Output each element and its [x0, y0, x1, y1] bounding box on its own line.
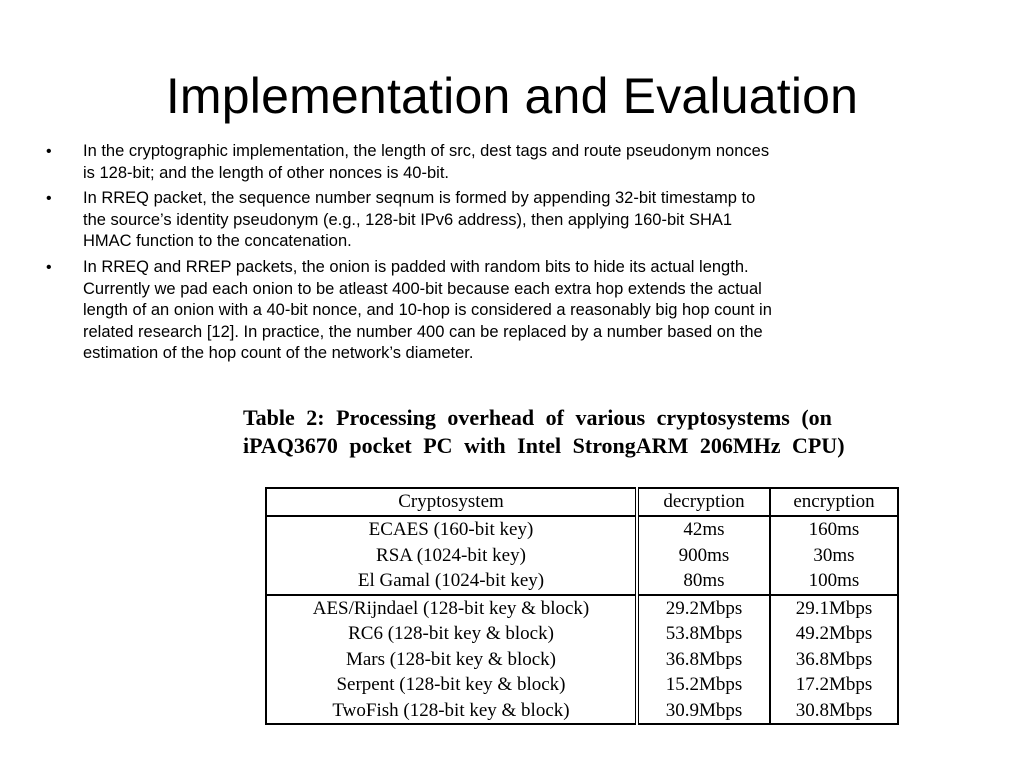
table-row [266, 568, 898, 595]
bullet-dot-icon: • [46, 143, 52, 160]
table-row [266, 516, 898, 543]
table-cell-decryption: 15.2Mbps [637, 672, 770, 698]
table-cell-cryptosystem: Mars (128-bit key & block) [266, 647, 637, 673]
table-figure [243, 404, 943, 721]
bullet-text [83, 258, 772, 362]
table-row [266, 595, 898, 622]
table-row [266, 672, 898, 698]
table-cell-decryption: 53.8Mbps [637, 621, 770, 647]
bullet-line: length of an onion with a 40-bit nonce, and 10-hop is considered a reasonably big hop count in [83, 301, 772, 320]
bullet-item [46, 257, 976, 365]
bullet-line: the source’s identity pseudonym (e.g., 128-bit IPv6 address), then applying 160-bit SHA1 [83, 210, 733, 229]
table-cell-decryption: 29.2Mbps [637, 595, 770, 622]
table-cell-cryptosystem: Serpent (128-bit key & block) [266, 672, 637, 698]
table-cell-encryption: 29.1Mbps [770, 595, 898, 622]
bullet-text [83, 142, 769, 182]
table-row [266, 621, 898, 647]
table-cell-encryption: 160ms [808, 519, 860, 540]
table-row [266, 543, 898, 569]
bullet-line: related research [12]. In practice, the number 400 can be replaced by a number based on the [83, 322, 763, 341]
bullet-text [83, 189, 755, 250]
bullet-line: Currently we pad each onion to be atleast 400-bit because each extra hop extends the actual [83, 279, 762, 298]
table-cell-encryption: 49.2Mbps [795, 623, 873, 644]
table-cell-decryption: 80ms [637, 568, 770, 595]
table-cell-decryption: 42ms [637, 516, 770, 543]
column-header-cryptosystem: Cryptosystem [266, 488, 637, 516]
bullet-item [46, 141, 976, 184]
table-cell-encryption: 100ms [808, 570, 860, 591]
table-cell-encryption: 36.8Mbps [795, 648, 873, 670]
table-cell-cryptosystem: TwoFish (128-bit key & block) [266, 698, 637, 725]
bullet-line: In RREQ and RREP packets, the onion is padded with random bits to hide its actual length. [83, 257, 749, 276]
table-cell-cryptosystem: RSA (1024-bit key) [266, 543, 637, 569]
table-cell-decryption: 30.9Mbps [637, 698, 770, 725]
bullet-dot-icon: • [46, 258, 52, 276]
column-header-decryption: decryption [637, 488, 770, 516]
table-cell-cryptosystem: El Gamal (1024-bit key) [266, 568, 637, 595]
table-cell-cryptosystem: AES/Rijndael (128-bit key & block) [266, 595, 637, 622]
table-cell-decryption: 900ms [637, 543, 770, 569]
bullet-list [46, 141, 976, 369]
bullet-line: HMAC function to the concatenation. [83, 232, 352, 251]
table-caption-line: iPAQ3670 pocket PC with Intel StrongARM 206MHz CPU) [243, 433, 845, 458]
table-row [266, 647, 898, 673]
table-cell-encryption: 30.8Mbps [795, 699, 873, 721]
table-header-row [266, 488, 898, 516]
table-cell-decryption: 36.8Mbps [637, 647, 770, 673]
table-cell-encryption: 17.2Mbps [795, 674, 873, 695]
bullet-item [46, 188, 976, 253]
table-cell-cryptosystem: ECAES (160-bit key) [266, 516, 637, 543]
cryptosystems-table [265, 487, 899, 725]
table-caption [243, 404, 943, 460]
bullet-line: In the cryptographic implementation, the length of src, dest tags and route pseudonym nonces [83, 142, 770, 160]
slide-title: Implementation and Evaluation [165, 68, 859, 124]
table-cell-cryptosystem: RC6 (128-bit key & block) [266, 621, 637, 647]
table-cell-encryption: 30ms [813, 544, 855, 566]
bullet-dot-icon: • [46, 190, 52, 208]
bullet-line: is 128-bit; and the length of other nonces is 40-bit. [83, 163, 449, 182]
table-row [266, 698, 898, 725]
column-header-encryption: encryption [793, 491, 875, 513]
table-caption-line: Table 2: Processing overhead of various cryptosystems (on [243, 405, 832, 430]
bullet-line: In RREQ packet, the sequence number seqnum is formed by appending 32-bit timestamp to [83, 189, 756, 208]
bullet-line: estimation of the hop count of the network’s diameter. [83, 344, 474, 363]
